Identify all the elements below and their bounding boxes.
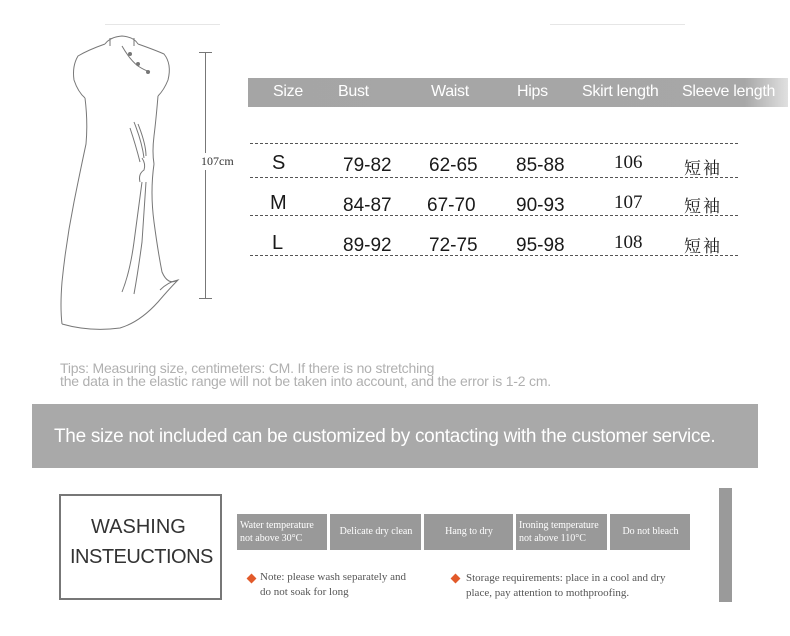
care-tile-dry-clean xyxy=(330,514,421,550)
care-tile-line-1: Ironing temperature xyxy=(519,520,599,531)
header-size: Size xyxy=(273,83,303,100)
cell-skirt: 106 xyxy=(614,152,643,173)
cell-waist: 67-70 xyxy=(427,195,476,216)
measuring-tips xyxy=(60,362,551,388)
cell-hips: 90-93 xyxy=(516,195,565,216)
care-tile-water-temperature xyxy=(237,514,327,550)
storage-note xyxy=(466,571,665,601)
care-tile-line-2: not above 110°C xyxy=(519,533,586,544)
cell-hips: 85-88 xyxy=(516,155,565,176)
storage-note-line-1: Storage requirements: place in a cool and dry xyxy=(466,572,666,584)
top-divider-left xyxy=(105,24,220,25)
care-tile-line-1: Water temperature xyxy=(240,520,314,531)
decorative-side-bar xyxy=(719,488,732,602)
washing-title-line-1: WASHING xyxy=(91,516,186,538)
cell-bust: 79-82 xyxy=(343,155,392,176)
cell-sleeve: 短袖 xyxy=(684,237,722,257)
care-tile-line-1: Delicate dry clean xyxy=(339,526,413,537)
wash-note-line-2: do not soak for long xyxy=(260,586,349,598)
top-divider-right xyxy=(550,24,685,25)
header-bust: Bust xyxy=(338,83,369,100)
diamond-bullet-icon xyxy=(451,574,461,584)
cell-waist: 72-75 xyxy=(429,235,478,256)
care-tile-no-bleach xyxy=(610,514,690,550)
care-tile-hang-dry xyxy=(424,514,513,550)
care-tile-line-2: not above 30°C xyxy=(240,533,303,544)
header-sleeve-length: Sleeve length xyxy=(682,83,776,100)
cell-size: M xyxy=(270,192,287,214)
length-measure-tick-top xyxy=(199,52,212,53)
custom-size-text: The size not included can be customized by contacting with the customer service. xyxy=(54,426,716,447)
table-row xyxy=(250,232,738,262)
care-tile-ironing-temperature xyxy=(516,514,607,550)
cell-size: L xyxy=(272,232,284,254)
length-measure-line xyxy=(205,52,206,298)
custom-size-banner xyxy=(32,404,758,468)
dress-illustration xyxy=(50,32,200,332)
care-tile-line-1: Hang to dry xyxy=(445,526,493,537)
cell-bust: 89-92 xyxy=(343,235,392,256)
table-divider xyxy=(250,215,738,216)
header-hips: Hips xyxy=(517,83,548,100)
cell-waist: 62-65 xyxy=(429,155,478,176)
length-measure-tick-bottom xyxy=(199,298,212,299)
washing-title-line-2: INSTEUCTIONS xyxy=(70,546,213,568)
care-tile-line-1: Do not bleach xyxy=(622,526,679,537)
cell-skirt: 107 xyxy=(614,192,643,213)
table-divider xyxy=(250,143,738,144)
length-label: 107cm xyxy=(201,154,234,168)
header-skirt-length: Skirt length xyxy=(582,83,659,100)
table-divider xyxy=(250,177,738,178)
wash-note xyxy=(260,570,406,600)
cell-bust: 84-87 xyxy=(343,195,392,216)
storage-note-line-2: place, pay attention to mothproofing. xyxy=(466,587,630,599)
cell-sleeve: 短袖 xyxy=(684,197,722,217)
tips-line-2: the data in the elastic range will not be taken into account, and the error is 1-2 cm. xyxy=(60,373,551,389)
cell-hips: 95-98 xyxy=(516,235,565,256)
tips-line-1: Tips: Measuring size, centimeters: CM. If there is no stretching xyxy=(60,360,435,376)
washing-instructions-box xyxy=(59,494,222,600)
table-row xyxy=(250,192,738,222)
header-waist: Waist xyxy=(431,83,469,100)
cell-sleeve: 短袖 xyxy=(684,159,722,179)
table-divider xyxy=(250,255,738,256)
cell-skirt: 108 xyxy=(614,232,643,253)
cell-size: S xyxy=(272,152,286,174)
diamond-bullet-icon xyxy=(247,574,257,584)
size-table-header xyxy=(248,78,788,107)
wash-note-line-1: Note: please wash separately and xyxy=(260,571,406,583)
